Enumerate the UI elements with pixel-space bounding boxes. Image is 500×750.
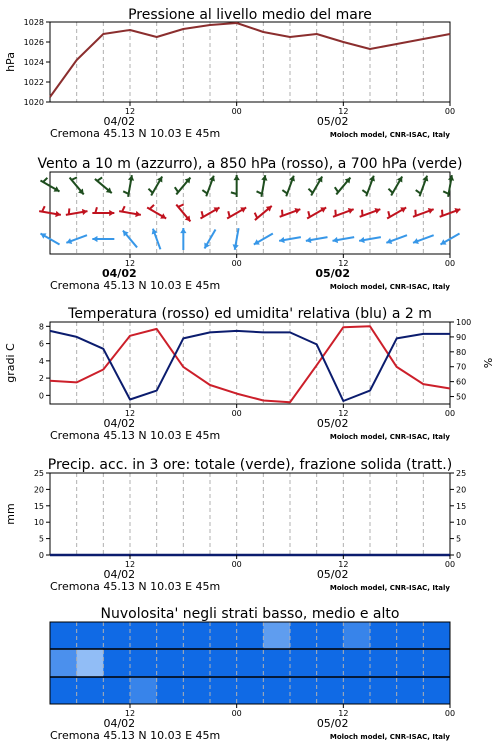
location-label: Cremona 45.13 N 10.03 E 45m [50,127,221,140]
cloud-cover-title: Nuvolosita' negli strati basso, medio e alto [100,606,400,622]
precipitation-y-ticks [34,469,50,560]
humidity-y-ticks [450,318,471,402]
model-credit-label: Moloch model, CNR-ISAC, Italy [329,283,450,291]
cloud-cell [237,677,264,704]
x-tick-label: 12 [124,709,136,718]
date-label: 04/02 [102,267,137,280]
precipitation-title: Precip. acc. in 3 ore: totale (verde), frazione solida (tratt.) [47,457,453,473]
y-tick-label: 80 [456,347,467,357]
wind-barb [362,190,367,193]
wind-arrow [443,175,454,197]
x-tick-label: 00 [444,409,456,418]
x-tick-label: 12 [338,409,349,418]
wind-barb [228,211,230,217]
cloud-cell [237,622,264,649]
wind-barb [388,211,390,217]
cloud-cell [370,649,397,677]
date-label: 04/02 [103,717,136,730]
humidity-y-label: % [482,357,495,369]
location-label: Cremona 45.13 N 10.03 E 45m [50,279,221,292]
wind-barb [202,211,204,217]
cloud-cover-cells [50,622,451,704]
pressure-y-label: hPa [4,52,17,72]
wind-barb [255,213,257,218]
wind-arrow [175,178,191,195]
cloud-cell [343,677,370,704]
wind-arrow [152,229,161,250]
y-tick-label: 0 [38,391,44,401]
cloud-cell [103,622,130,649]
cloud-cell [210,677,237,704]
wind-barb [72,177,77,179]
cloud-cell [50,649,77,677]
wind-arrow [416,176,429,197]
y-tick-label: 8 [38,322,44,332]
cloud-cell [343,622,370,649]
date-label: 05/02 [316,717,349,730]
x-tick-label: 12 [124,107,136,116]
temperature-y-ticks [39,322,50,400]
y-tick-label: 20 [33,485,44,495]
cloud-cell [183,649,210,677]
y-tick-label: 20 [456,485,467,495]
cloud-cell [77,649,104,677]
y-tick-label: 2 [38,374,44,384]
wind-time-axis [50,254,455,292]
wind-arrow [202,176,215,197]
date-label: 05/02 [316,568,349,581]
precipitation-panel [4,457,466,593]
wind-arrow [335,178,351,195]
x-tick-label: 00 [231,709,242,718]
cloud-cell [263,677,290,704]
x-tick-label: 12 [338,560,349,569]
location-label: Cremona 45.13 N 10.03 E 45m [50,729,221,742]
cloud-cell [103,649,130,677]
wind-arrow [282,176,295,197]
location-label: Cremona 45.13 N 10.03 E 45m [50,580,221,593]
wind-arrow [180,228,186,250]
temperature-line [50,326,450,402]
y-tick-label: 100 [456,318,472,327]
wind-barb [178,204,183,206]
cloud-cell [130,622,157,649]
wind-arrow [362,176,375,197]
cloud-cell [370,677,397,704]
cloud-cell [397,649,424,677]
x-tick-label: 12 [338,709,349,718]
x-tick-label: 12 [124,259,136,268]
model-credit-label: Moloch model, CNR-ISAC, Italy [329,131,450,139]
y-tick-label: 6 [38,339,44,349]
temperature-humidity-panel [4,306,495,442]
wind-barb [308,189,312,193]
wind-barb [148,189,152,193]
temperature-grid [77,322,424,404]
y-tick-label: 1028 [23,18,44,27]
cloud-cell [157,677,184,704]
y-tick-label: 50 [456,392,467,402]
wind-arrow [148,176,162,195]
cloud-cell [130,649,157,677]
cloud-cell [130,677,157,704]
x-tick-label: 00 [231,259,242,268]
cloud-cell [157,649,184,677]
wind-barb [123,191,128,194]
pressure-series [50,23,450,97]
precipitation-time-axis [50,555,455,593]
x-tick-label: 12 [338,107,349,116]
cloud-cell [77,677,104,704]
y-tick-label: 10 [33,518,44,528]
y-tick-label: 25 [456,469,467,478]
x-tick-label: 12 [338,259,349,268]
temperature-humidity-series [50,326,450,402]
y-tick-label: 4 [38,356,44,366]
wind-barb [308,211,310,217]
wind-arrow [308,176,322,195]
temperature-time-axis [50,404,455,442]
cloud-cell [183,677,210,704]
cloud-cell [77,622,104,649]
cloud-cell [290,677,317,704]
wind-barb [257,191,262,194]
wind-arrow-head [180,228,186,233]
y-tick-label: 5 [456,534,462,544]
wind-arrow [233,228,239,250]
x-tick-label: 00 [231,409,242,418]
pressure-title: Pressione al livello medio del mare [128,7,372,23]
pressure-grid [77,22,424,102]
cloud-cell [343,649,370,677]
x-tick-label: 00 [444,560,456,569]
cloud-cell [290,649,317,677]
wind-arrow [123,175,134,197]
date-label: 04/02 [103,417,136,430]
temperature-y-label: gradi C [4,343,17,383]
wind-barb [175,187,178,192]
cloud-cell [397,622,424,649]
wind-arrow [176,204,190,221]
cloud-cell [210,649,237,677]
y-tick-label: 15 [456,501,467,511]
wind-title: Vento a 10 m (azzurro), a 850 hPa (rosso), a 700 hPa (verde) [37,156,463,172]
date-label: 04/02 [103,115,136,128]
cloud-cover-time-axis [50,704,455,742]
cloud-cell [317,622,344,649]
wind-barb [97,177,102,180]
wind-barb [388,189,392,193]
x-tick-label: 00 [444,107,456,116]
wind-arrows [39,175,460,250]
x-tick-label: 00 [444,259,456,268]
wind-arrow [388,176,402,195]
x-tick-label: 00 [231,107,242,116]
wind-arrow [231,175,240,197]
y-tick-label: 25 [33,469,44,478]
y-tick-label: 5 [38,534,44,544]
wind-barb [42,206,45,211]
cloud-cell [157,622,184,649]
cloud-cell [263,622,290,649]
y-tick-label: 90 [456,332,467,342]
wind-barb [69,208,70,214]
pressure-panel [4,7,455,140]
wind-barb [150,205,154,209]
y-tick-label: 1022 [23,78,44,87]
cloud-cell [317,649,344,677]
pressure-line [50,23,450,97]
x-tick-label: 12 [124,409,136,418]
cloud-cell [423,677,450,704]
humidity-line [50,331,450,401]
date-label: 05/02 [316,417,349,430]
date-label: 05/02 [316,115,349,128]
wind-barb [282,190,287,193]
model-credit-label: Moloch model, CNR-ISAC, Italy [329,584,450,592]
cloud-cell [423,649,450,677]
cloud-cell [237,649,264,677]
cloud-cover-panel [50,606,455,742]
x-tick-label: 12 [124,560,136,569]
cloud-cell [103,677,130,704]
y-tick-label: 1020 [23,98,44,107]
x-tick-label: 00 [231,560,242,569]
wind-barb [122,206,125,211]
cloud-cell [423,622,450,649]
date-label: 04/02 [103,568,136,581]
pressure-y-ticks [24,18,50,107]
temperature-humidity-title: Temperatura (rosso) ed umidita' relativa (blu) a 2 m [68,306,432,322]
precipitation-y-label: mm [4,503,17,525]
cloud-cell [397,677,424,704]
cloud-cell [50,622,77,649]
wind-barb [335,187,338,192]
y-tick-label: 60 [456,377,467,387]
cloud-cell [290,622,317,649]
wind-panel [37,156,462,292]
wind-barb [43,178,47,182]
wind-arrow-head [109,210,114,216]
cloud-cell [317,677,344,704]
precipitation-grid [77,473,424,555]
wind-arrow-head [92,236,97,242]
cloud-cell [183,622,210,649]
model-credit-label: Moloch model, CNR-ISAC, Italy [329,433,450,441]
y-tick-label: 10 [456,518,467,528]
wind-arrow [257,175,268,197]
x-tick-label: 00 [444,709,456,718]
date-label: 05/02 [315,267,350,280]
model-credit-label: Moloch model, CNR-ISAC, Italy [329,733,450,741]
wind-barb [202,190,207,193]
y-tick-label: 1026 [23,38,44,47]
y-tick-label: 0 [456,551,462,560]
cloud-cell [50,677,77,704]
y-tick-label: 70 [456,362,467,372]
cloud-cell [370,622,397,649]
y-tick-label: 1024 [23,58,44,67]
y-tick-label: 15 [33,501,44,511]
wind-barb [416,190,421,193]
precipitation-plot-frame [50,473,450,555]
cloud-cell [210,622,237,649]
precipitation-y-ticks-right [450,469,466,560]
wind-barb [443,191,448,194]
y-tick-label: 0 [38,551,44,560]
pressure-time-axis [50,102,455,140]
location-label: Cremona 45.13 N 10.03 E 45m [50,429,221,442]
wind-arrow-head [234,175,240,180]
cloud-cell [263,649,290,677]
